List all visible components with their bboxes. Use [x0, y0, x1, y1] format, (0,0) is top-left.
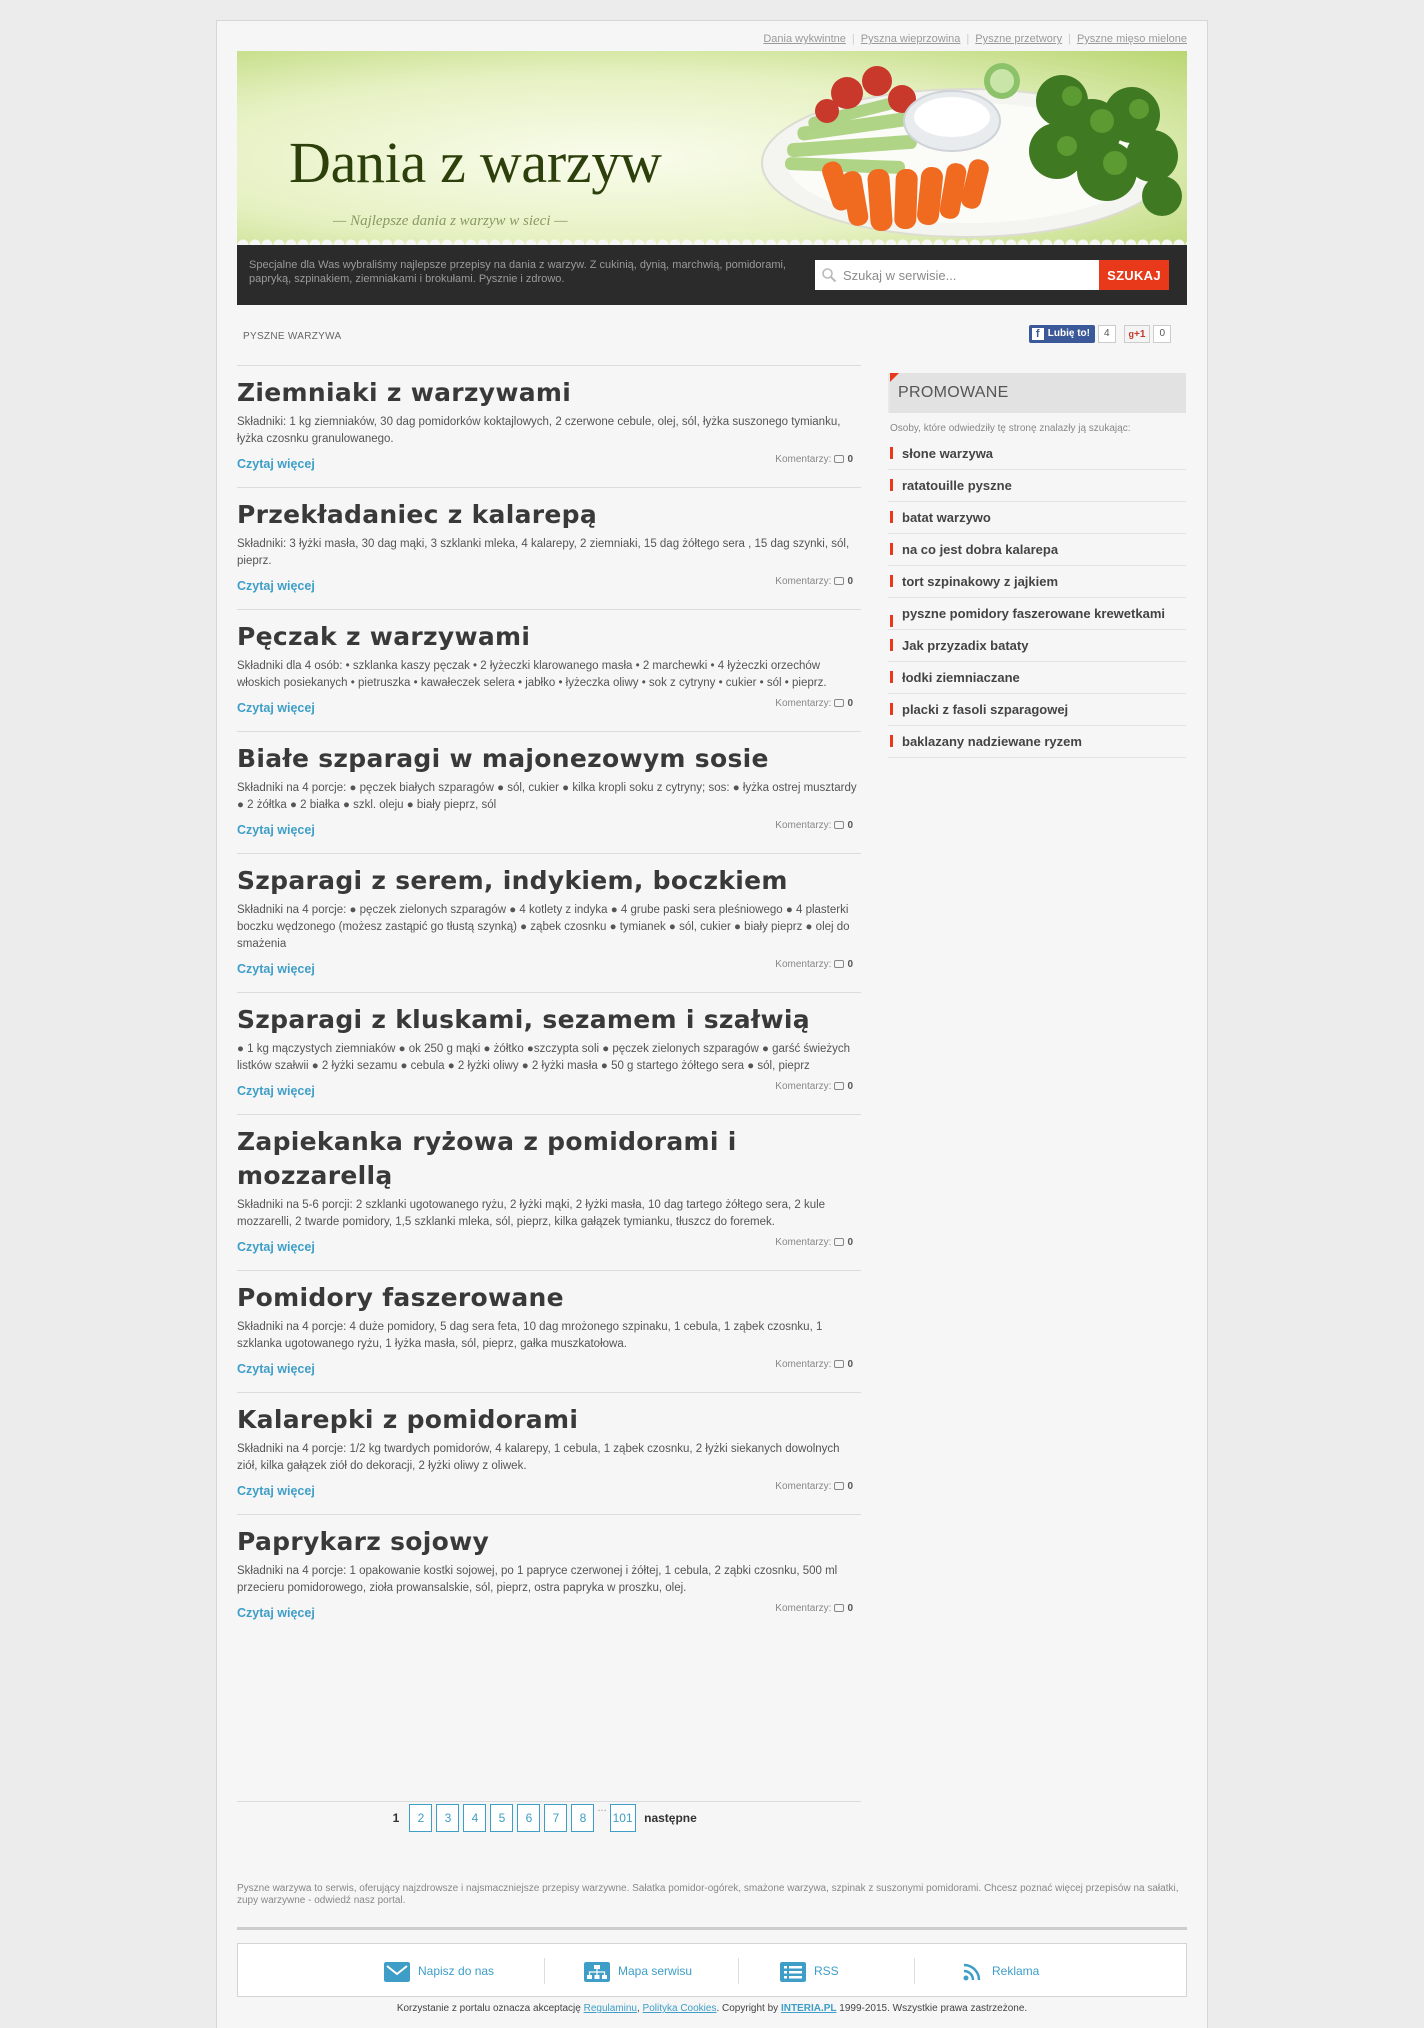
promo-item-label: na co jest dobra kalarepa [902, 542, 1059, 557]
promo-item[interactable] [888, 566, 1186, 598]
search-box[interactable] [815, 260, 1099, 290]
search-icon [821, 267, 837, 283]
article-title[interactable]: Pęczak z warzywami [237, 622, 531, 651]
read-more-link[interactable]: Czytaj więcej [237, 1240, 315, 1254]
article-list [237, 365, 861, 1636]
article-title[interactable]: Kalarepki z pomidorami [237, 1405, 579, 1434]
page-link[interactable]: 4 [463, 1804, 486, 1832]
search-button[interactable]: SZUKAJ [1099, 260, 1169, 290]
bullet-bar [890, 575, 893, 587]
article-item [237, 853, 861, 992]
promo-item[interactable] [888, 534, 1186, 566]
social-buttons [1029, 325, 1171, 345]
promo-list [888, 438, 1186, 758]
top-link[interactable]: Pyszne mięso mielone [1076, 33, 1187, 45]
promo-item[interactable] [888, 726, 1186, 758]
page-link[interactable]: 3 [436, 1804, 459, 1832]
comment-icon [834, 960, 844, 968]
facebook-like-button[interactable] [1029, 325, 1095, 343]
terms-link[interactable]: Regulaminu [583, 2003, 637, 2014]
comment-icon [834, 821, 844, 829]
article-title[interactable]: Białe szparagi w majonezowym sosie [237, 744, 769, 773]
article-title[interactable]: Szparagi z kluskami, sezamem i szałwią [237, 1005, 810, 1034]
page-container [216, 20, 1208, 2028]
copyright-text: Korzystanie z portalu oznacza akceptację [396, 2003, 581, 2014]
article-item [237, 609, 861, 731]
read-more-link[interactable]: Czytaj więcej [237, 962, 315, 976]
promo-subheading: Osoby, które odwiedziły tę stronę znalazły ją szukając: [890, 423, 1131, 434]
comments-label: Komentarzy: [775, 1603, 832, 1614]
comments-number: 0 [847, 1237, 853, 1248]
article-excerpt: Składniki na 4 porcje: ● pęczek zielonych szparagów ● 4 kotlety z indyka ● 4 grube paski sera pleśniowego ● 4 plasterki boczku wędzonego (możesz zastąpić go tłustą szynką) ● ząbek czosnku ● tymianek ● sól, cukier ● biały pieprz ● olej do smażenia [237, 904, 850, 950]
comments-count[interactable] [775, 576, 853, 587]
promo-item-label: słone warzywa [902, 446, 994, 461]
comment-icon [834, 577, 844, 585]
page-link-last[interactable]: 101 [610, 1804, 636, 1832]
comments-number: 0 [847, 576, 853, 587]
contact-link[interactable] [384, 1960, 494, 1982]
promo-item-label: batat warzywo [902, 510, 991, 525]
rss-link-label: RSS [814, 1964, 839, 1978]
article-excerpt: ● 1 kg mączystych ziemniaków ● ok 250 g mąki ● żółtko ●szczypta soli ● pęczek zielonych szparagów ● garść świeżych listków szałwii ● 2 łyżki sezamu ● cebula ● 2 łyżki oliwy ● 2 łyżki masła ● 50 g startego żółtego sera ● sól, pieprz [237, 1043, 851, 1072]
gplus-button[interactable]: g+1 [1124, 325, 1151, 343]
read-more-link[interactable]: Czytaj więcej [237, 579, 315, 593]
site-title[interactable]: Dania z warzyw [289, 130, 662, 195]
bullet-bar [890, 447, 893, 459]
promo-item-label: ratatouille pyszne [902, 478, 1012, 493]
intro-text: Specjalne dla Was wybraliśmy najlepsze przepisy na dania z warzyw. Z cukinią, dynią, marchwią, pomidorami, papryką, szpinakiem, ziemniakami i brokułami. Pysznie i zdrowo. [249, 259, 786, 285]
article-title[interactable]: Zapiekanka ryżowa z pomidorami i mozzarellą [237, 1127, 737, 1190]
top-links: Dania wykwintne | Pyszna wieprzowina | Pyszne przetwory | Pyszne mięso mielone [763, 33, 1187, 45]
promo-item-label: pyszne pomidory faszerowane krewetkami [902, 606, 1165, 621]
comments-number: 0 [847, 1359, 853, 1370]
comments-label: Komentarzy: [775, 820, 832, 831]
article-excerpt: Składniki na 4 porcje: 1 opakowanie kostki sojowej, po 1 papryce czerwonej i żółtej, 1 cebula, 2 ząbki czosnku, 500 ml przecieru pomidorowego, zioła prowansalskie, sól, pieprz, ostra papryka w proszku, olej. [237, 1565, 838, 1594]
article-item [237, 1514, 861, 1636]
vegetable-platter-image [757, 51, 1187, 245]
comments-count[interactable] [775, 1081, 853, 1092]
article-excerpt: Składniki: 1 kg ziemniaków, 30 dag pomidorków koktajlowych, 2 czerwone cebule, olej, sól, łyżka suszonego tymianku, łyżka czosnku granulowanego. [237, 416, 841, 445]
promo-item-label: Jak przyzadix bataty [902, 638, 1029, 653]
comments-label: Komentarzy: [775, 576, 832, 587]
page-link[interactable]: 2 [409, 1804, 432, 1832]
comments-number: 0 [847, 959, 853, 970]
footer-separator [544, 1958, 545, 1984]
read-more-link[interactable]: Czytaj więcej [237, 701, 315, 715]
comment-icon [834, 1082, 844, 1090]
comments-label: Komentarzy: [775, 454, 832, 465]
comments-number: 0 [847, 1481, 853, 1492]
bullet-bar [890, 479, 893, 491]
comment-icon [834, 455, 844, 463]
copyright-text: . Copyright by [716, 2003, 779, 2014]
sidebar [888, 373, 1186, 758]
page-link[interactable]: 7 [544, 1804, 567, 1832]
facebook-like-label: Lubię to! [1047, 328, 1090, 339]
bullet-bar [890, 511, 893, 523]
read-more-link[interactable]: Czytaj więcej [237, 1084, 315, 1098]
article-item [237, 1392, 861, 1514]
facebook-like-count: 4 [1098, 325, 1116, 343]
bullet-bar [890, 671, 893, 683]
article-item [237, 992, 861, 1114]
article-item [237, 365, 861, 487]
comments-count[interactable] [775, 1359, 853, 1370]
footer-separator [738, 1958, 739, 1984]
comments-label: Komentarzy: [775, 1237, 832, 1248]
gplus-label: +1 [1134, 329, 1146, 340]
intro-bar [237, 245, 1187, 305]
bullet-bar [890, 735, 893, 747]
comments-number: 0 [847, 1603, 853, 1614]
comments-label: Komentarzy: [775, 698, 832, 709]
read-more-link[interactable]: Czytaj więcej [237, 823, 315, 837]
list-icon [780, 1962, 806, 1982]
facebook-icon: f [1032, 328, 1044, 340]
comments-label: Komentarzy: [775, 1359, 832, 1370]
footer-links [237, 1943, 1187, 1997]
comments-number: 0 [847, 1081, 853, 1092]
ads-link[interactable] [962, 1960, 1039, 1982]
article-excerpt: Składniki dla 4 osób: • szklanka kaszy pęczak • 2 łyżeczki klarowanego masła • 2 marchewki • 4 łyżeczki orzechów włoskich posiekanych • pietruszka • kawałeczek selera • jabłko • łyżeczka oliwy • sok z cytryny • cukier • sól • pieprz. [237, 660, 827, 689]
sitemap-icon [584, 1962, 610, 1982]
sitemap-link[interactable] [584, 1960, 692, 1982]
top-link[interactable]: Pyszne przetwory [975, 33, 1063, 45]
promo-item[interactable] [888, 598, 1186, 630]
comment-icon [834, 1238, 844, 1246]
comments-number: 0 [847, 454, 853, 465]
comments-label: Komentarzy: [775, 1481, 832, 1492]
site-tagline: — Najlepsze dania z warzyw w sieci — [333, 213, 568, 229]
copyright: Korzystanie z portalu oznacza akceptację Regulaminu, Polityka Cookies. Copyright by INTERIA.PL 1999-2015. Wszystkie prawa zastrzeżone. [396, 2003, 1028, 2014]
copyright-text: 1999-2015. Wszystkie prawa zastrzeżone. [839, 2003, 1028, 2014]
article-item [237, 731, 861, 853]
corner-marker [890, 373, 899, 382]
promo-item[interactable] [888, 470, 1186, 502]
comments-count[interactable] [775, 698, 853, 709]
article-item [237, 1114, 861, 1270]
article-title[interactable]: Ziemniaki z warzywami [237, 378, 572, 407]
footer-separator [914, 1958, 915, 1984]
rss-icon [962, 1962, 984, 1982]
comments-count[interactable] [775, 1603, 853, 1614]
comment-icon [834, 699, 844, 707]
promo-item-label: tort szpinakowy z jajkiem [902, 574, 1059, 589]
read-more-link[interactable]: Czytaj więcej [237, 1362, 315, 1376]
comment-icon [834, 1360, 844, 1368]
comments-count[interactable] [775, 959, 853, 970]
article-item [237, 1270, 861, 1392]
article-title[interactable]: Paprykarz sojowy [237, 1527, 490, 1556]
ads-link-label: Reklama [992, 1964, 1040, 1978]
promo-heading [888, 373, 1186, 413]
read-more-link[interactable]: Czytaj więcej [237, 1484, 315, 1498]
page-link[interactable]: 8 [571, 1804, 594, 1832]
sitemap-link-label: Mapa serwisu [618, 1964, 693, 1978]
footer-divider [237, 1927, 1187, 1930]
article-excerpt: Składniki na 4 porcje: 4 duże pomidory, 5 dag sera feta, 10 dag mrożonego szpinaku, 1 cebula, 1 ząbek czosnku, 1 szklanka ugotowanego ryżu, 1 łyżka masła, sól, pieprz, gałka muszkatołowa. [237, 1321, 823, 1350]
comments-count[interactable] [775, 454, 853, 465]
interia-link[interactable]: INTERIA.PL [780, 2003, 837, 2014]
promo-item[interactable] [888, 694, 1186, 726]
bullet-bar [890, 543, 893, 555]
promo-item[interactable] [888, 502, 1186, 534]
next-page-link[interactable]: następne [644, 1811, 697, 1825]
promo-item-label: baklazany nadziewane ryzem [902, 734, 1082, 749]
read-more-link[interactable]: Czytaj więcej [237, 1606, 315, 1620]
comment-icon [834, 1482, 844, 1490]
breadcrumb[interactable]: PYSZNE WARZYWA [243, 331, 342, 342]
site-banner[interactable] [237, 51, 1187, 245]
contact-link-label: Napisz do nas [418, 1964, 495, 1978]
comments-count[interactable] [775, 1237, 853, 1248]
article-excerpt: Składniki na 4 porcje: ● pęczek białych szparagów ● sól, cukier ● kilka kropli soku z cytryny; sos: ● łyżka ostrej musztardy ● 2 żółtka ● 2 białka ● szkl. oleju ● biały pieprz, sól [237, 782, 857, 811]
comments-count[interactable] [775, 820, 853, 831]
read-more-link[interactable]: Czytaj więcej [237, 457, 315, 471]
rss-list-link[interactable] [780, 1960, 839, 1982]
article-excerpt: Składniki na 5-6 porcji: 2 szklanki ugotowanego ryżu, 2 łyżki mąki, 2 łyżki masła, 10 dag tartego żółtego sera, 2 kule mozzarelli, 2 twarde pomidory, 1,5 szklanki mleka, sól, pieprz, kilka gałązek tymianku, tłuszcz do foremek. [237, 1199, 826, 1228]
promo-item[interactable] [888, 662, 1186, 694]
article-title[interactable]: Szparagi z serem, indykiem, boczkiem [237, 866, 788, 895]
page-ellipsis: ... [597, 1802, 607, 1814]
top-link[interactable]: Pyszna wieprzowina [860, 33, 961, 45]
promo-item[interactable] [888, 438, 1186, 470]
article-title[interactable]: Przekładaniec z kalarepą [237, 500, 597, 529]
page-current: 1 [392, 1811, 400, 1825]
article-title[interactable]: Pomidory faszerowane [237, 1283, 564, 1312]
bullet-bar [890, 703, 893, 715]
promo-item-label: placki z fasoli szparagowej [902, 702, 1069, 717]
top-link[interactable]: Dania wykwintne [763, 33, 846, 45]
footer-description: Pyszne warzywa to serwis, oferujący najzdrowsze i najsmaczniejsze przepisy warzywne. Sałatka pomidor-ogórek, smażone warzywa, szpinak z suszonymi pomidorami. Chcesz poznać więcej przepisów na sałatki, zupy warzywne - odwiedź nasz portal. [237, 1883, 1179, 1906]
gplus-count: 0 [1153, 325, 1171, 343]
pagination [237, 1801, 861, 1831]
bullet-bar [890, 615, 893, 627]
bullet-bar [890, 639, 893, 651]
comments-number: 0 [847, 820, 853, 831]
promo-item[interactable] [888, 630, 1186, 662]
article-excerpt: Składniki na 4 porcje: 1/2 kg twardych pomidorów, 4 kalarepy, 1 cebula, 1 ząbek czosnku, 2 łyżki siekanych dowolnych ziół, kilka gałązek ziół do dekoracji, 2 łyżki oliwy z oliwek. [237, 1443, 840, 1472]
comments-label: Komentarzy: [775, 959, 832, 970]
banner-fringe [237, 233, 1187, 245]
page-link[interactable]: 5 [490, 1804, 513, 1832]
page-link[interactable]: 6 [517, 1804, 540, 1832]
cookies-link[interactable]: Polityka Cookies [642, 2003, 717, 2014]
comment-icon [834, 1604, 844, 1612]
article-item [237, 487, 861, 609]
promo-item-label: łodki ziemniaczane [902, 670, 1020, 685]
comments-number: 0 [847, 698, 853, 709]
envelope-icon [384, 1962, 410, 1982]
article-excerpt: Składniki: 3 łyżki masła, 30 dag mąki, 3 szklanki mleka, 4 kalarepy, 2 ziemniaki, 15 dag żółtego sera , 15 dag szynki, sól, pieprz. [237, 538, 850, 567]
search-input[interactable] [843, 260, 1093, 290]
comments-count[interactable] [775, 1481, 853, 1492]
comments-label: Komentarzy: [775, 1081, 832, 1092]
promo-heading-label: PROMOWANE [898, 384, 1009, 401]
